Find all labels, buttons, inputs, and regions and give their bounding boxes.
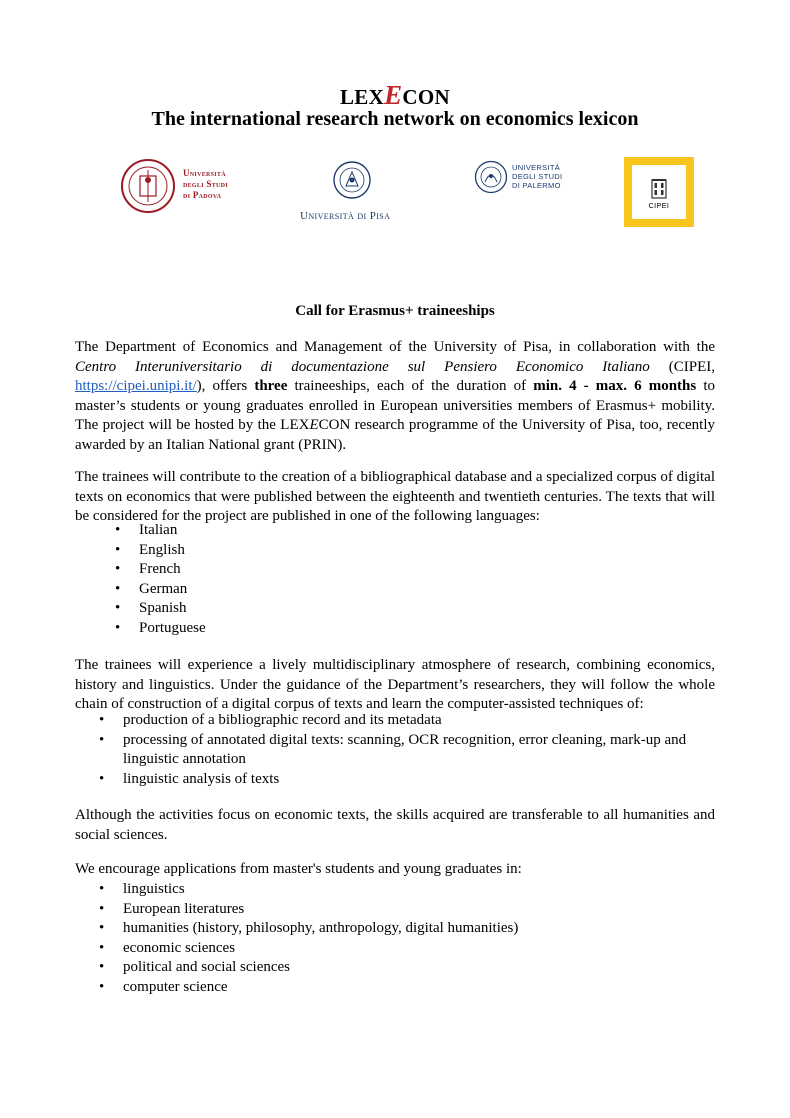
- list-item: • European literatures: [99, 900, 518, 920]
- fields-list: [99, 880, 518, 997]
- languages-list: [115, 521, 206, 638]
- skills-paragraph: Although the activities focus on economic texts, the skills acquired are transferable to all humanities and social sciences.: [75, 807, 715, 843]
- cipei-label: CIPEI: [648, 203, 670, 210]
- cipei-logo: [624, 157, 694, 227]
- cipei-full-name: Centro Interuniversitario di documentazione sul Pensiero Economico Italiano: [75, 358, 650, 375]
- padova-logo: [120, 158, 260, 218]
- pisa-logo: [298, 160, 418, 228]
- padova-name: [183, 168, 228, 201]
- list-item: • humanities (history, philosophy, anthropology, digital humanities): [99, 919, 518, 939]
- list-item: • linguistics: [99, 880, 518, 900]
- techniques-list: [99, 711, 719, 789]
- palermo-line2: DEGLI STUDI: [512, 172, 563, 181]
- padova-seal-icon: [120, 158, 176, 214]
- title-accent-letter: E: [384, 80, 403, 110]
- p1-text-a: The Department of Economics and Management of the University of Pisa, in collaboration with the: [75, 339, 715, 355]
- padova-line2: degli Studi: [183, 179, 228, 189]
- p1-text-e: to master’s students or young graduates enrolled in European universities members of Erasmus+ mobility. The project will be hosted by the LEX: [75, 378, 715, 433]
- call-heading: Call for Erasmus+ traineeships: [295, 303, 495, 319]
- list-item: • political and social sciences: [99, 958, 518, 978]
- experience-paragraph: The trainees will experience a lively multidisciplinary atmosphere of research, combining economics, history and linguistics. Under the guidance of the Department’s researchers, they will follow the whole chain of construction of a digital corpus of texts and learn the computer-assisted techniques of:: [75, 657, 715, 712]
- p1-text-c: ), offers: [196, 378, 255, 394]
- cipei-logo-inner: [632, 165, 686, 219]
- traineeship-duration: min. 4 - max. 6 months: [533, 378, 697, 394]
- list-item: • French: [115, 560, 206, 580]
- traineeship-count: three: [254, 378, 288, 394]
- list-item: • Italian: [115, 521, 206, 541]
- list-item: • Spanish: [115, 599, 206, 619]
- p1-lexecon-e: E: [309, 417, 319, 433]
- palermo-line3: DI PALERMO: [512, 181, 561, 190]
- pisa-seal-icon: [332, 160, 372, 200]
- corpus-paragraph: The trainees will contribute to the creation of a bibliographical database and a specialized corpus of digital texts on economics that were published between the eighteenth and twentieth centuries. The texts that will be considered for the project are published in one of the following languages:: [75, 469, 715, 524]
- p1-text-f: CON research programme of the University of Pisa, too, recently awarded by an Italian National grant (PRIN).: [75, 417, 715, 453]
- title-part2: CON: [402, 85, 450, 109]
- list-item: • English: [115, 541, 206, 561]
- p1-text-d: traineeships, each of the duration of: [287, 378, 534, 394]
- palermo-name: [512, 163, 562, 190]
- palermo-seal-icon: [474, 160, 508, 194]
- list-item: • production of a bibliographic record and its metadata: [99, 711, 719, 731]
- cipei-link[interactable]: https://cipei.unipi.it/: [75, 378, 197, 394]
- padova-line1: Università: [183, 168, 226, 178]
- intro-paragraph: [75, 338, 715, 455]
- list-item: • Portuguese: [115, 619, 206, 639]
- padova-line3: di Padova: [183, 190, 222, 200]
- applications-paragraph: We encourage applications from master's students and young graduates in:: [75, 861, 522, 877]
- list-item: • computer science: [99, 978, 518, 998]
- title-part1: LEX: [340, 85, 385, 109]
- list-item: • linguistic analysis of texts: [99, 770, 719, 790]
- building-icon: [651, 177, 667, 199]
- list-item: • processing of annotated digital texts: scanning, OCR recognition, error cleaning, mark-up and linguistic annotation: [99, 731, 719, 770]
- list-item: • economic sciences: [99, 939, 518, 959]
- network-subtitle: The international research network on economics lexicon: [151, 108, 639, 130]
- palermo-logo: [474, 160, 574, 200]
- pisa-name: Università di Pisa: [300, 210, 391, 222]
- p1-text-b: (CIPEI,: [649, 358, 716, 375]
- palermo-line1: UNIVERSITÀ: [512, 163, 561, 172]
- list-item: • German: [115, 580, 206, 600]
- lexecon-title: [0, 80, 790, 111]
